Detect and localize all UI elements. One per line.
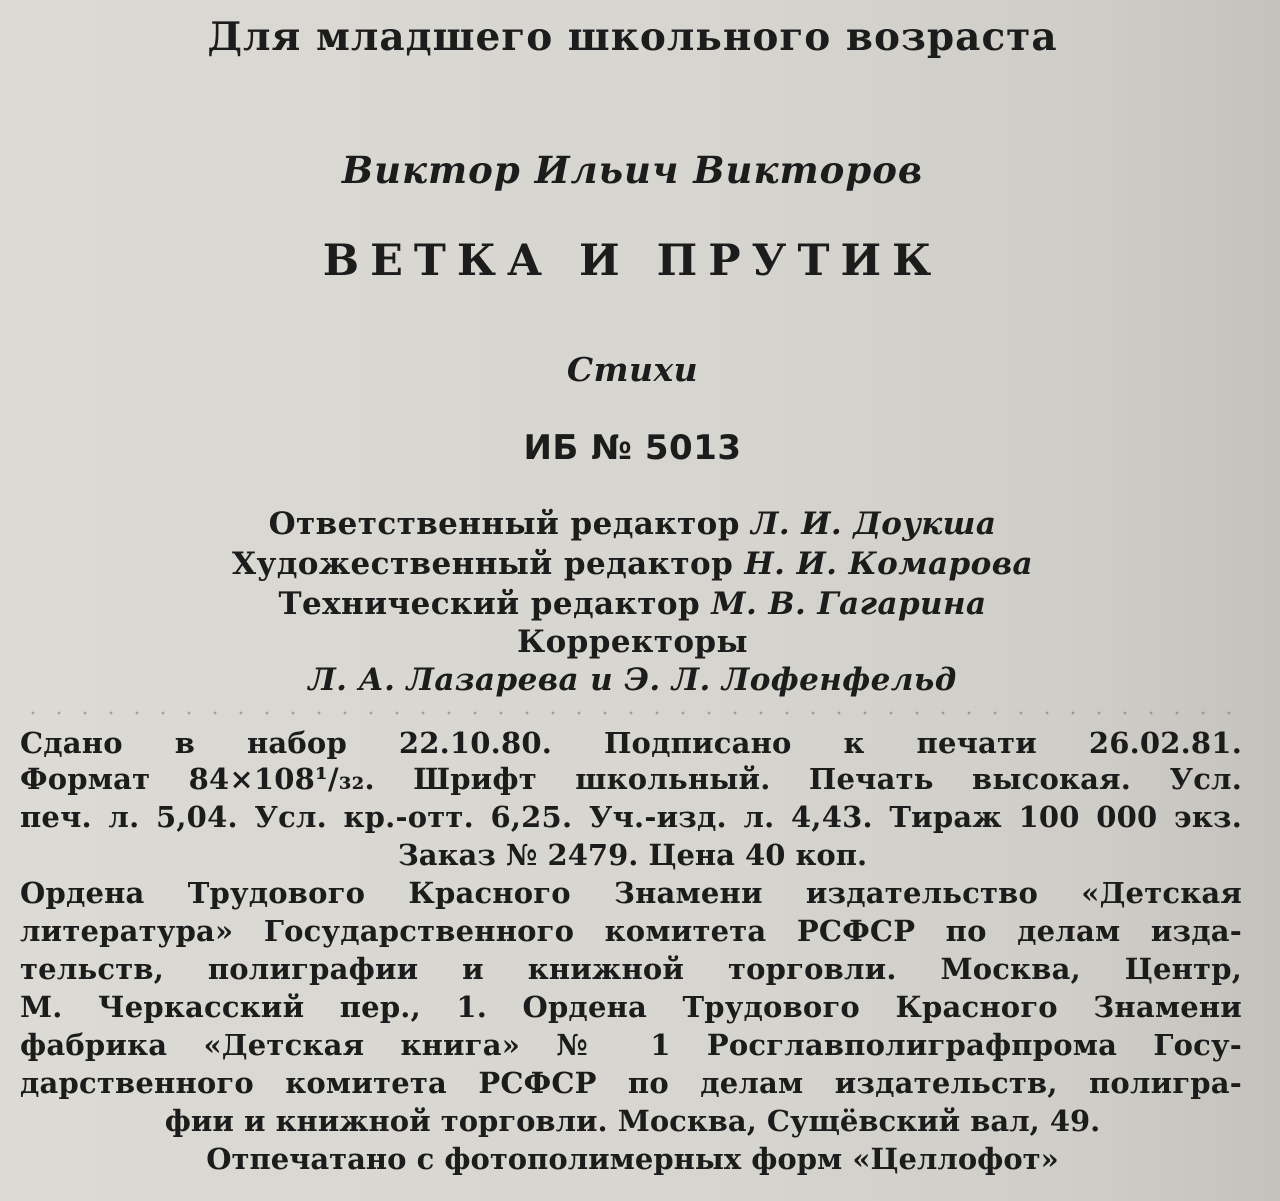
publisher-line: фии и книжной торговли. Москва, Сущёвский вал, 49. [164,1104,1101,1138]
printed-line: Отпечатано с фотополимерных форм «Целлофот» [206,1142,1059,1176]
ib-number: ИБ № 5013 [523,428,742,468]
staff-role: Ответственный редактор [268,506,740,542]
publisher-line: литература» Государственного комитета РСФСР по делам изда- [20,914,1242,948]
publisher-line: фабрика «Детская книга» № 1 Росглавполиграфпрома Госу- [20,1028,1242,1062]
publisher-line: М. Черкасский пер., 1. Ордена Трудового Красного Знамени [20,990,1242,1024]
genre-label: Стихи [566,350,699,389]
staff-line [0,586,1265,622]
staff-name: Л. И. Доукша [751,506,997,542]
staff-line [0,624,1265,660]
imprint-line: Сдано в набор 22.10.80. Подписано к печати 26.02.81. [20,726,1242,760]
order-line: Заказ № 2479. Цена 40 коп. [397,838,868,872]
publisher-line: Ордена Трудового Красного Знамени издательство «Детская [20,876,1242,910]
staff-role: Корректоры [517,624,748,660]
author-name: Виктор Ильич Викторов [341,148,924,192]
staff-line [0,662,1265,698]
publisher-line: дарственного комитета РСФСР по делам издательств, полигра- [20,1066,1242,1100]
book-title: ВЕТКА И ПРУТИК [322,236,943,286]
imprint-line: Формат 84×108¹/₃₂. Шрифт школьный. Печать высокая. Усл. [20,762,1242,796]
staff-line [0,546,1265,582]
staff-name: Н. И. Комарова [744,546,1033,582]
staff-name: М. В. Гагарина [711,586,987,622]
audience-label: Для младшего школьного возраста [207,14,1058,60]
staff-role: Художественный редактор [232,546,734,582]
staff-role: Технический редактор [278,586,701,622]
staff-name: Л. А. Лазарева и Э. Л. Лофенфельд [308,662,957,698]
divider-dots [20,708,1240,718]
publisher-line: тельств, полиграфии и книжной торговли. Москва, Центр, [20,952,1242,986]
imprint-line: печ. л. 5,04. Усл. кр.-отт. 6,25. Уч.-изд. л. 4,43. Тираж 100 000 экз. [20,800,1242,834]
staff-line [0,506,1265,542]
